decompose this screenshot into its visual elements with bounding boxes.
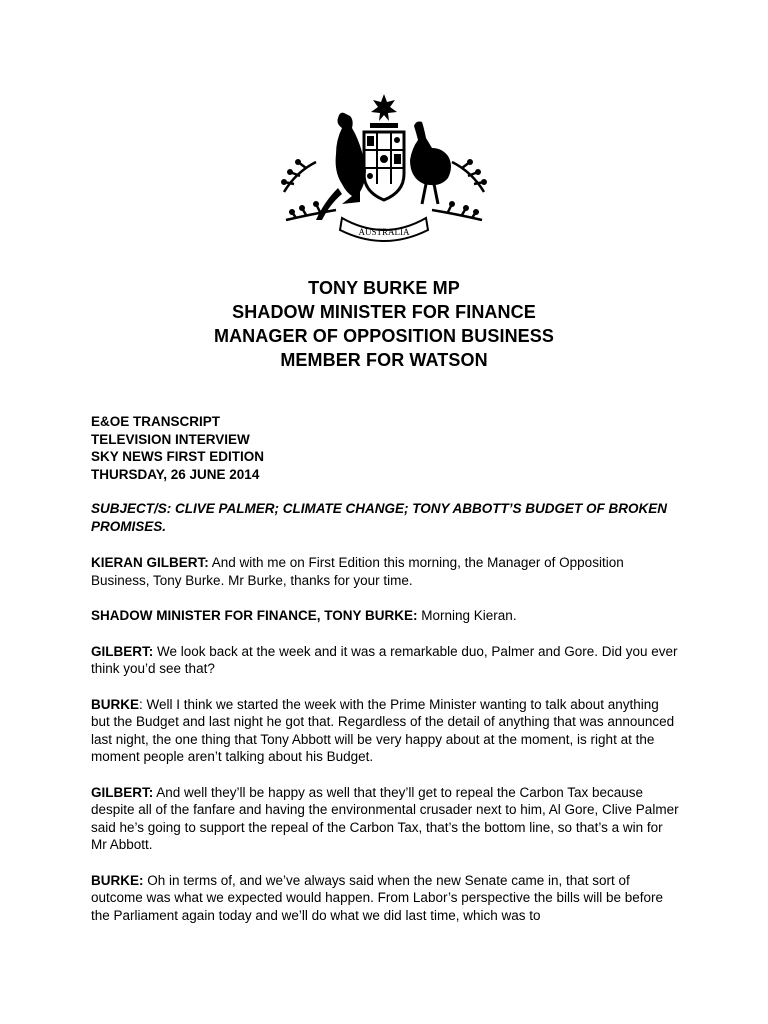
coat-of-arms-icon — [276, 92, 492, 252]
transcript-paragraph — [91, 554, 681, 589]
meta-line: E&OE TRANSCRIPT — [91, 414, 221, 429]
transcript-paragraph — [91, 872, 681, 925]
speaker-label: GILBERT: — [91, 643, 154, 659]
header-block — [0, 276, 768, 372]
meta-line: THURSDAY, 26 JUNE 2014 — [91, 466, 260, 482]
speaker-label: GILBERT: — [91, 784, 154, 800]
paragraph-text: Morning Kieran. — [417, 608, 517, 623]
paragraph-text: And with me on First Edition this morning, the Manager of Opposition Business, Tony Burke. Mr Burke, thanks for your time. — [91, 555, 624, 588]
subject-line: SUBJECT/S: CLIVE PALMER; CLIMATE CHANGE; TONY ABBOTT’S BUDGET OF BROKEN PROMISES. — [91, 501, 668, 534]
motto-text: AUSTRALIA — [358, 227, 410, 237]
coat-of-arms — [276, 92, 492, 252]
paragraph-text: : Well I think we started the week with the Prime Minister wanting to talk about anything but the Budget and last night he got that. Regardless of the detail of anything that was announced last night, the one thing that Tony Abbott will be very happy about at the moment, is right at the moment people aren’t talking about his Budget. — [91, 696, 675, 764]
transcript-paragraph — [91, 607, 681, 625]
paragraph-text: And well they’ll be happy as well that they’ll get to repeal the Carbon Tax because despite all of the fanfare and having the environmental crusader next to him, Al Gore, Clive Palmer said he’s going to support the repeal of the Carbon Tax, that’s the bottom line, so that’s a win for Mr Abbott. — [91, 784, 679, 852]
speaker-label: KIERAN GILBERT: — [91, 555, 209, 570]
speaker-label: BURKE: — [91, 872, 144, 888]
transcript-body — [91, 500, 681, 942]
meta-line: SKY NEWS FIRST EDITION — [91, 449, 265, 464]
meta-line: TELEVISION INTERVIEW — [91, 431, 250, 447]
speaker-label: SHADOW MINISTER FOR FINANCE, TONY BURKE: — [91, 608, 418, 623]
star-icon — [371, 94, 397, 121]
emu-icon — [410, 122, 451, 186]
electorate-title: MEMBER FOR WATSON — [280, 350, 488, 370]
paragraph-text: We look back at the week and it was a remarkable duo, Palmer and Gore. Did you ever think you’d see that? — [91, 643, 678, 676]
member-name: TONY BURKE MP — [308, 278, 460, 298]
kangaroo-icon — [336, 113, 366, 204]
transcript-paragraph — [91, 643, 681, 678]
transcript-paragraph — [91, 784, 681, 854]
transcript-meta — [91, 413, 264, 483]
portfolio-title: SHADOW MINISTER FOR FINANCE — [232, 302, 536, 322]
speaker-label: BURKE — [91, 696, 140, 712]
transcript-paragraph — [91, 696, 681, 766]
role-title: MANAGER OF OPPOSITION BUSINESS — [213, 326, 555, 346]
paragraph-text: Oh in terms of, and we’ve always said when the new Senate came in, that sort of outcome was what we expected would happen. From Labor’s perspective the bills will be before the Parliament again today and we’ll do what we did last time, which was to — [91, 872, 664, 923]
